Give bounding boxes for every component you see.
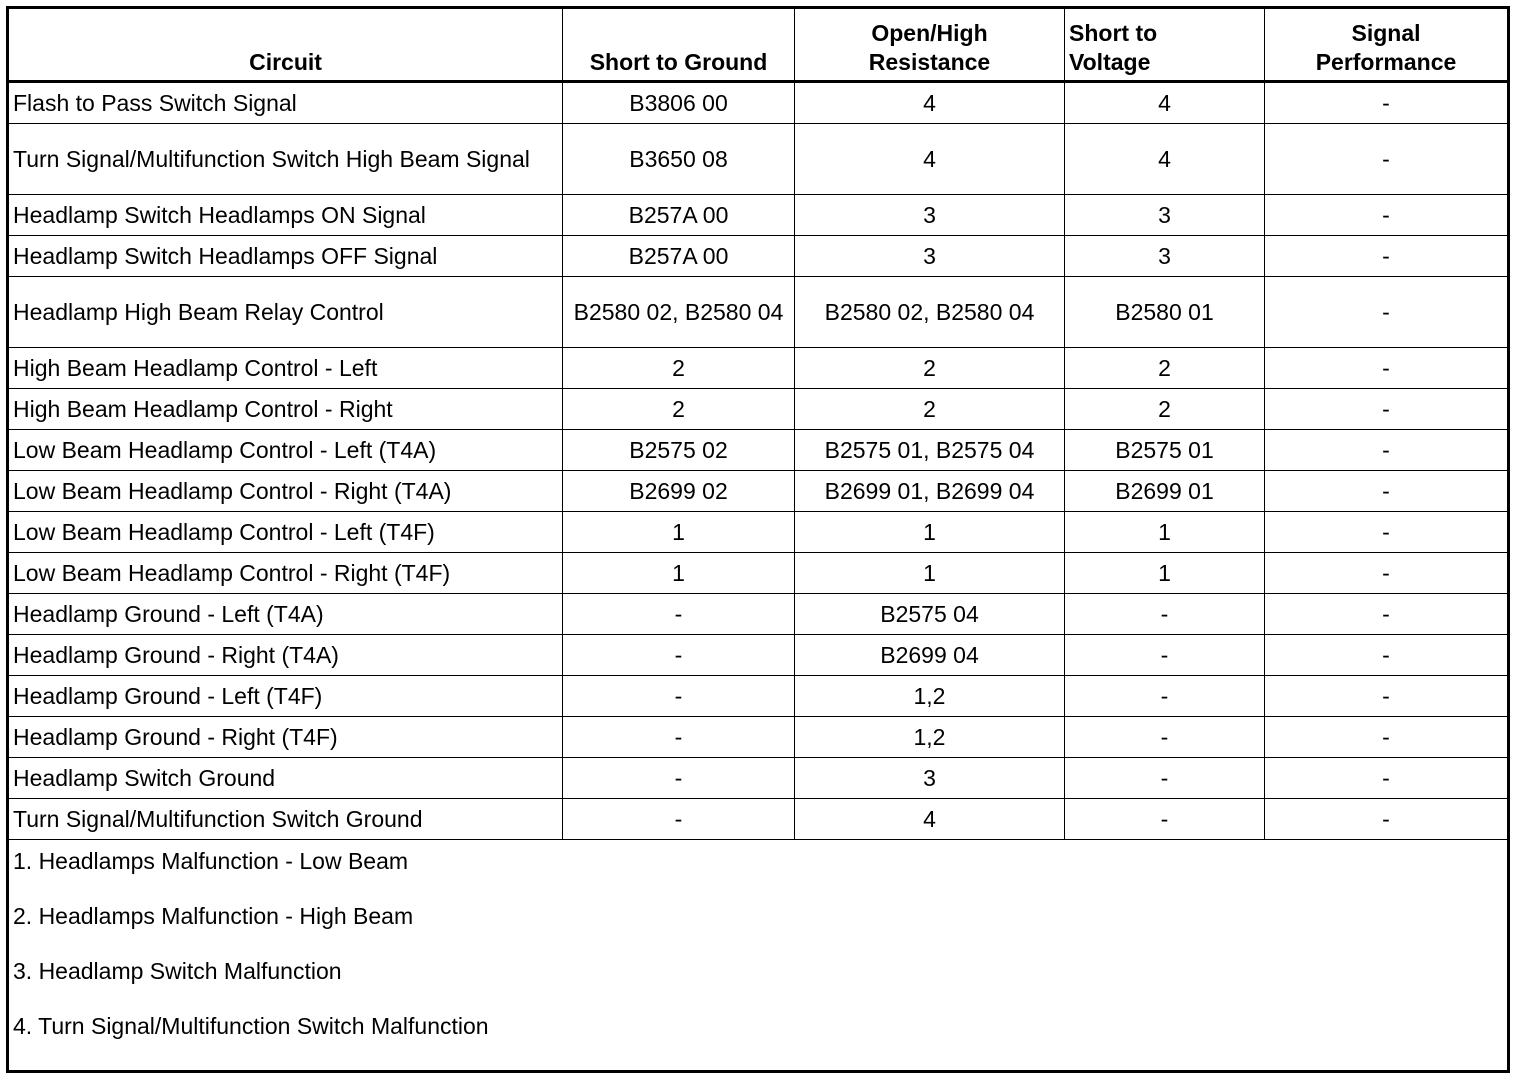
table-row [8, 471, 1509, 512]
short-to-voltage-cell: - [1065, 799, 1265, 840]
header-row [8, 8, 1509, 82]
short-to-voltage-cell: 3 [1065, 195, 1265, 236]
open-high-resistance-cell: 4 [795, 799, 1065, 840]
table-row [8, 389, 1509, 430]
table-row [8, 124, 1509, 195]
short-to-voltage-cell: - [1065, 676, 1265, 717]
short-to-voltage-cell: - [1065, 594, 1265, 635]
circuit-cell: High Beam Headlamp Control - Right [8, 389, 563, 430]
open-high-resistance-cell: 3 [795, 758, 1065, 799]
short-to-ground-cell: - [563, 717, 795, 758]
short-to-ground-cell: 2 [563, 348, 795, 389]
open-high-resistance-cell: 3 [795, 236, 1065, 277]
short-to-voltage-cell: B2699 01 [1065, 471, 1265, 512]
short-to-ground-cell: B3650 08 [563, 124, 795, 195]
short-to-ground-cell: B3806 00 [563, 82, 795, 124]
table-row [8, 758, 1509, 799]
open-high-resistance-cell: B2699 04 [795, 635, 1065, 676]
short-to-ground-cell: - [563, 758, 795, 799]
open-high-resistance-cell: 2 [795, 389, 1065, 430]
circuit-cell: Headlamp Switch Headlamps OFF Signal [8, 236, 563, 277]
open-high-resistance-cell: 1,2 [795, 676, 1065, 717]
open-high-resistance-cell: B2575 01, B2575 04 [795, 430, 1065, 471]
short-to-voltage-cell: 4 [1065, 124, 1265, 195]
short-to-ground-cell: B257A 00 [563, 195, 795, 236]
signal-performance-cell: - [1265, 553, 1509, 594]
table-row [8, 553, 1509, 594]
signal-performance-cell: - [1265, 124, 1509, 195]
header-circuit: Circuit [8, 8, 563, 82]
table-row [8, 236, 1509, 277]
short-to-voltage-cell: - [1065, 758, 1265, 799]
circuit-cell: Headlamp High Beam Relay Control [8, 277, 563, 348]
signal-performance-cell: - [1265, 195, 1509, 236]
table-row [8, 717, 1509, 758]
short-to-voltage-cell: - [1065, 635, 1265, 676]
short-to-ground-cell: 2 [563, 389, 795, 430]
circuit-cell: Turn Signal/Multifunction Switch Ground [8, 799, 563, 840]
short-to-ground-cell: B2699 02 [563, 471, 795, 512]
table-row [8, 799, 1509, 840]
signal-performance-cell: - [1265, 82, 1509, 124]
open-high-resistance-cell: B2699 01, B2699 04 [795, 471, 1065, 512]
circuit-cell: Flash to Pass Switch Signal [8, 82, 563, 124]
open-high-resistance-cell: 1 [795, 553, 1065, 594]
circuit-cell: Headlamp Ground - Right (T4F) [8, 717, 563, 758]
table-row [8, 594, 1509, 635]
circuit-cell: Turn Signal/Multifunction Switch High Beam Signal [8, 124, 563, 195]
note-item: 2. Headlamps Malfunction - High Beam [13, 903, 414, 929]
open-high-resistance-cell: 4 [795, 82, 1065, 124]
note-item: 4. Turn Signal/Multifunction Switch Malfunction [13, 1013, 489, 1039]
open-high-resistance-cell: 3 [795, 195, 1065, 236]
circuit-cell: Low Beam Headlamp Control - Left (T4F) [8, 512, 563, 553]
signal-performance-cell: - [1265, 348, 1509, 389]
short-to-ground-cell: - [563, 676, 795, 717]
signal-performance-cell: - [1265, 717, 1509, 758]
signal-performance-cell: - [1265, 512, 1509, 553]
note-item: 3. Headlamp Switch Malfunction [13, 958, 342, 984]
short-to-voltage-cell: 1 [1065, 512, 1265, 553]
header-short-to-ground: Short to Ground [563, 8, 795, 82]
signal-performance-cell: - [1265, 389, 1509, 430]
circuit-cell: Headlamp Ground - Left (T4A) [8, 594, 563, 635]
open-high-resistance-cell: B2575 04 [795, 594, 1065, 635]
short-to-voltage-cell: 2 [1065, 348, 1265, 389]
table-row [8, 82, 1509, 124]
circuit-cell: Low Beam Headlamp Control - Left (T4A) [8, 430, 563, 471]
header-signal-performance: Signal Performance [1265, 8, 1509, 82]
open-high-resistance-cell: 1,2 [795, 717, 1065, 758]
short-to-ground-cell: - [563, 799, 795, 840]
signal-performance-cell: - [1265, 594, 1509, 635]
signal-performance-cell: - [1265, 676, 1509, 717]
signal-performance-cell: - [1265, 277, 1509, 348]
table-row [8, 635, 1509, 676]
short-to-ground-cell: B2575 02 [563, 430, 795, 471]
open-high-resistance-cell: 4 [795, 124, 1065, 195]
open-high-resistance-cell: B2580 02, B2580 04 [795, 277, 1065, 348]
open-high-resistance-cell: 2 [795, 348, 1065, 389]
short-to-ground-cell: B257A 00 [563, 236, 795, 277]
header-open-high-resistance: Open/High Resistance [795, 8, 1065, 82]
short-to-ground-cell: - [563, 635, 795, 676]
short-to-voltage-cell: - [1065, 717, 1265, 758]
circuit-cell: Headlamp Switch Headlamps ON Signal [8, 195, 563, 236]
signal-performance-cell: - [1265, 236, 1509, 277]
table-row [8, 195, 1509, 236]
table-row [8, 277, 1509, 348]
short-to-ground-cell: 1 [563, 512, 795, 553]
notes-row [8, 840, 1509, 1072]
signal-performance-cell: - [1265, 635, 1509, 676]
circuit-cell: Headlamp Ground - Right (T4A) [8, 635, 563, 676]
notes-cell [8, 840, 1509, 1072]
short-to-ground-cell: 1 [563, 553, 795, 594]
short-to-voltage-cell: 2 [1065, 389, 1265, 430]
table-row [8, 348, 1509, 389]
signal-performance-cell: - [1265, 758, 1509, 799]
table-row [8, 512, 1509, 553]
open-high-resistance-cell: 1 [795, 512, 1065, 553]
circuit-cell: High Beam Headlamp Control - Left [8, 348, 563, 389]
signal-performance-cell: - [1265, 471, 1509, 512]
short-to-voltage-cell: 3 [1065, 236, 1265, 277]
signal-performance-cell: - [1265, 799, 1509, 840]
circuit-cell: Headlamp Ground - Left (T4F) [8, 676, 563, 717]
table-row [8, 430, 1509, 471]
short-to-voltage-cell: 1 [1065, 553, 1265, 594]
circuit-cell: Low Beam Headlamp Control - Right (T4F) [8, 553, 563, 594]
note-item: 1. Headlamps Malfunction - Low Beam [13, 848, 409, 874]
header-short-to-voltage: Short to Voltage [1065, 8, 1265, 82]
short-to-ground-cell: - [563, 594, 795, 635]
signal-performance-cell: - [1265, 430, 1509, 471]
table-row [8, 676, 1509, 717]
short-to-voltage-cell: B2580 01 [1065, 277, 1265, 348]
circuit-cell: Headlamp Switch Ground [8, 758, 563, 799]
short-to-voltage-cell: 4 [1065, 82, 1265, 124]
short-to-ground-cell: B2580 02, B2580 04 [563, 277, 795, 348]
circuit-cell: Low Beam Headlamp Control - Right (T4A) [8, 471, 563, 512]
short-to-voltage-cell: B2575 01 [1065, 430, 1265, 471]
circuit-diagnostic-table [6, 6, 1510, 1073]
